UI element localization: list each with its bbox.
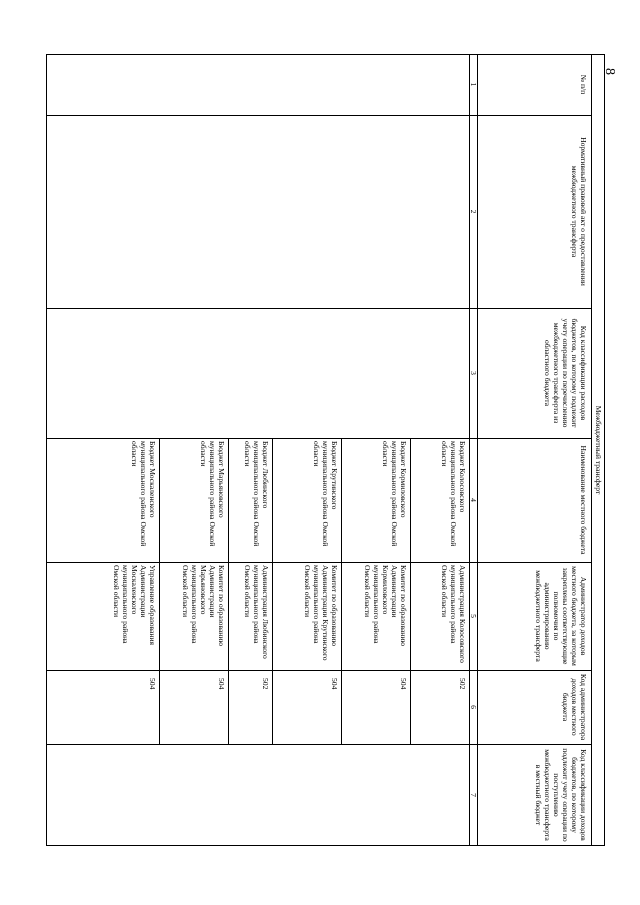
header-legal-act: Нормативный правовой акт о предоставлении межбюджетного трансферта [570,137,588,286]
table-row-code: 504 [148,678,157,690]
table-row-admin: Администрация Колосовского муниципального района Омской области [440,565,467,663]
column-number: 6 [469,705,478,709]
header-admin-code: Код администратора доходов местного бюджета [561,673,588,741]
header-expense-code: Код классификации расходов бюджетов, по которому подлежит учету операции по перечислению межбюджетного трансферта из областного бюджета [543,318,588,428]
header-number: № п/п [579,74,588,95]
table-row-budget: Бюджет Кормиловского муниципального района Омской области [381,441,408,547]
header-revenue-admin: Администратор доходов местного бюджета, за которым закреплены соответствующие полномочия по администрированию межбюджетного трансферта [534,566,588,666]
table-row-code: 504 [217,678,226,690]
table-row-budget: Бюджет Любинского муниципального района Омской области [243,441,270,547]
table-row-budget: Бюджет Колосовского муниципального района Омской области [440,441,467,547]
header-revenue-code: Код классификации доходов бюджетов, по которому подлежит учету операции по поступлению межбюджетного трансферта в местный бюджет [534,748,588,842]
rotated-page [41,50,606,850]
table-row-code: 502 [458,678,467,690]
column-number: 3 [469,371,478,375]
table-row-admin: Комитет по образованию Администрации Крутинского муниципального района Омской области [303,565,339,661]
table-row-code: 504 [330,678,339,690]
column-number: 5 [469,614,478,618]
table-row-admin: Комитет по образованию Администрации Марьяновского муниципального района Омской области [181,565,226,647]
page-number: 8 [602,68,617,75]
column-number: 2 [469,209,478,214]
table-row-budget: Бюджет Марьяновского муниципального района Омской области [199,441,226,547]
column-number: 1 [469,82,478,87]
table-row-code: 504 [399,678,408,690]
table-row-admin: Управление образования Администрации Москаленского муниципального района Омской области [112,565,157,646]
column-number: 4 [469,498,478,502]
table-row-budget: Бюджет Москаленского муниципального района Омской области [130,441,157,547]
table-title: Межбюджетный трансферт [594,405,603,495]
column-number: 7 [469,793,478,797]
table-row-admin: Администрация Любинского муниципального района Омской области [243,565,270,659]
table-row-code: 502 [261,678,270,690]
table-row-admin: Комитет по образованию Администрации Кормиловского муниципального района Омской области [363,565,408,647]
table-row-budget: Бюджет Крутинского муниципального района Омской области [312,441,339,547]
header-budget-name: Наименование местного бюджета [579,445,588,555]
